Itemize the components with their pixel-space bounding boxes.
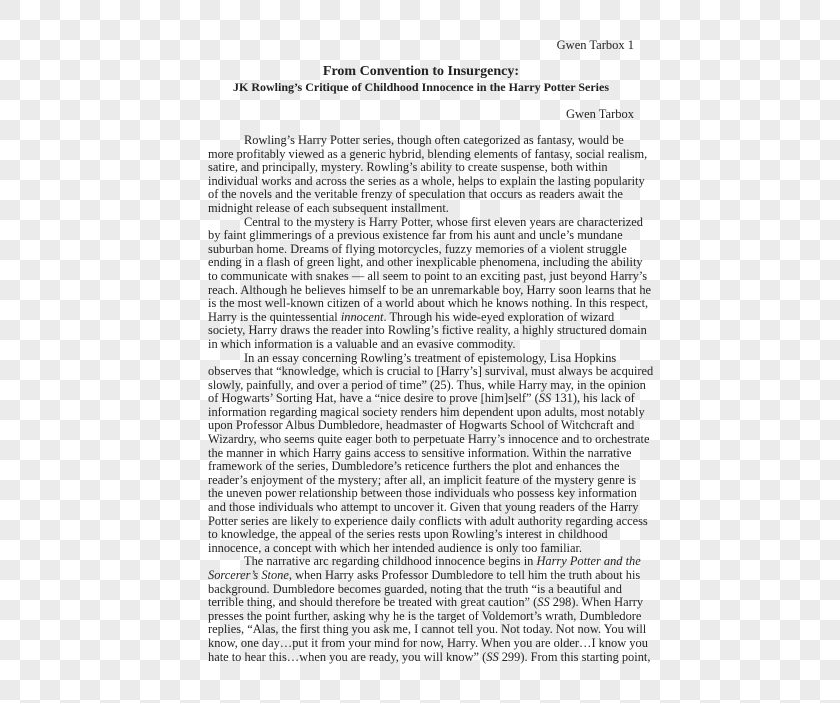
text-line (208, 364, 654, 379)
text-line (208, 255, 643, 270)
text-line (208, 243, 634, 257)
text-line (208, 472, 637, 488)
text-segment: replies, “Alas, the first thing you ask me, I cannot tell you. Not today. Not now. You will (208, 622, 647, 637)
text-line (208, 214, 643, 230)
italic-text: SS (537, 595, 550, 610)
text-line (208, 568, 641, 583)
text-segment: suburban home. Dreams of flying motorcycles, fuzzy memories of a violent struggle (208, 241, 627, 256)
text-line (208, 595, 644, 610)
text-line (208, 486, 637, 501)
text-segment: of the novels and the veritable frenzy of speculation that occurs as readers await the (208, 187, 623, 202)
text-segment: by faint glimmerings of a previous existence far from his aunt and uncle’s mundane (208, 228, 623, 243)
text-segment: individual works and across the series as a whole, helps to explain the lasting popularity (208, 173, 645, 188)
text-segment: hate to hear this…when you are ready, you will know” ( (208, 649, 487, 664)
text-segment: is the most well-known citizen of a world about which he knows nothing. In this respect, (208, 296, 649, 311)
text-segment: more profitably viewed as a generic hybrid, blending elements of fantasy, social realism, (208, 146, 648, 161)
text-line (208, 146, 648, 162)
italic-text: Harry Potter and the (536, 554, 641, 569)
text-line (208, 134, 634, 148)
text-line (208, 392, 634, 406)
text-line (208, 229, 634, 243)
paragraph (208, 214, 652, 352)
text-segment: , when Harry asks Professor Dumbledore to tell him the truth about his (288, 568, 641, 582)
text-line (208, 432, 650, 447)
text-segment: ending in a flash of green light, and other inexplicable phenomena, including the ability (208, 255, 643, 270)
text-segment: . Through his wide-eyed exploration of wizard (383, 309, 615, 324)
text-segment: to knowledge, the appeal of the series rests upon Rowling’s interest in childhood (208, 527, 608, 542)
text-segment: slowly, painfully, and over a period of time” (25). Thus, while Harry may, in the opinion (208, 377, 646, 392)
text-line (208, 377, 646, 393)
text-line (208, 311, 634, 325)
text-segment: 299). From this starting point, (498, 649, 651, 664)
text-segment: know, one day…put it from your mind for now, Harry. When you are older…I know you (208, 635, 648, 650)
text-segment: framework of the series, Dumbledore’s reticence furthers the plot and enhances the (208, 459, 620, 474)
text-line (208, 419, 634, 433)
text-line (208, 460, 634, 474)
italic-text: SS (486, 649, 499, 664)
document-subtitle: JK Rowling’s Critique of Childhood Innocence in the Harry Potter Series (233, 80, 609, 94)
text-segment: In an essay concerning Rowling’s treatment of epistemology, Lisa Hopkins (244, 350, 617, 365)
text-line (208, 173, 645, 189)
italic-text: Sorcerer’s Stone (208, 568, 289, 582)
italic-text: innocent (340, 309, 384, 324)
text-segment: and those individuals who attempt to uncover it. Given that young readers of the Harry (208, 500, 639, 515)
text-segment: observes that “knowledge, which is crucial to [Harry’s] survival, must always be acquired (208, 364, 654, 379)
text-line (208, 296, 649, 311)
text-segment: of Hogwarts’ Sorting Hat, have a “nice desire to prove [him]self” ( (208, 391, 539, 406)
text-segment: Potter series are likely to experience daily conflicts with adult authority regarding access (208, 513, 648, 528)
text-line (208, 268, 648, 284)
text-segment: the manner in which Harry gains access to sensitive information. Within the narrative (208, 445, 632, 460)
text-line (208, 404, 645, 420)
text-line (208, 188, 634, 202)
paragraph (208, 350, 654, 556)
text-segment: reach. Although he believes himself to be an unremarkable boy, Harry soon learns that he (208, 282, 652, 297)
italic-text: SS (538, 391, 552, 406)
document-title: From Convention to Insurgency: (322, 64, 520, 79)
paragraph (208, 133, 648, 216)
text-segment: The narrative arc regarding childhood innocence begins in (244, 554, 537, 569)
paragraph (208, 554, 651, 664)
text-line (208, 622, 647, 637)
text-segment: to communicate with snakes — all seem to point to an exciting past, just beyond Harry’s (208, 268, 648, 283)
text-line (208, 583, 634, 597)
text-line (208, 323, 647, 338)
text-segment: the uneven power relationship between those individuals who possess key information (208, 486, 637, 501)
author-name: Gwen Tarbox (566, 107, 634, 121)
text-segment: upon Professor Albus Dumbledore, headmaster of Hogwarts School of Witchcraft and (208, 418, 635, 433)
text-line (208, 554, 641, 569)
text-line (208, 542, 634, 556)
text-segment: reader’s enjoyment of the mystery; after all, an implicit feature of the mystery genre is (208, 472, 637, 487)
text-line (208, 528, 634, 542)
text-line (208, 635, 648, 651)
text-segment: 131), his lack of (551, 391, 635, 406)
text-segment: Wizardry, who seems quite eager both to perpetuate Harry’s innocence and to orchestrate (208, 432, 650, 447)
text-segment: society, Harry draws the reader into Rowling’s fictive reality, a highly structured domain (208, 323, 647, 338)
text-segment: terrible thing, and should therefore be treated with great caution” ( (208, 595, 538, 610)
text-line (208, 608, 642, 624)
text-line (208, 649, 651, 665)
text-segment: background. Dumbledore becomes guarded, noting that the truth “is a beautiful and (208, 581, 622, 596)
text-segment: satire, and principally, mystery. Rowling’s ability to create suspense, both within (208, 160, 608, 175)
running-header: Gwen Tarbox 1 (556, 38, 634, 52)
text-line (208, 202, 634, 216)
text-segment: information regarding magical society renders him dependent upon adults, most notably (208, 404, 645, 419)
text-line (208, 513, 648, 529)
text-segment: presses the point further, asking why he is the target of Voldemort’s wrath, Dumbledore (208, 608, 642, 623)
text-segment: Rowling’s Harry Potter series, though often categorized as fantasy, would be (244, 133, 624, 147)
text-segment: Central to the mystery is Harry Potter, whose first eleven years are characterized (244, 214, 643, 229)
document-body (208, 133, 654, 664)
text-segment: Harry is the quintessential (208, 309, 341, 324)
text-line (208, 282, 652, 298)
text-segment: innocence, a concept with which her intended audience is only too familiar. (208, 540, 582, 555)
text-segment: 298). When Harry (549, 595, 644, 610)
text-line (208, 352, 634, 366)
text-segment: midnight release of each subsequent installment. (208, 200, 449, 215)
text-line (208, 338, 634, 352)
text-line (208, 161, 634, 175)
text-line (208, 500, 639, 515)
text-segment: in which information is a valuable and an evasive commodity. (208, 336, 516, 351)
text-line (208, 447, 634, 461)
